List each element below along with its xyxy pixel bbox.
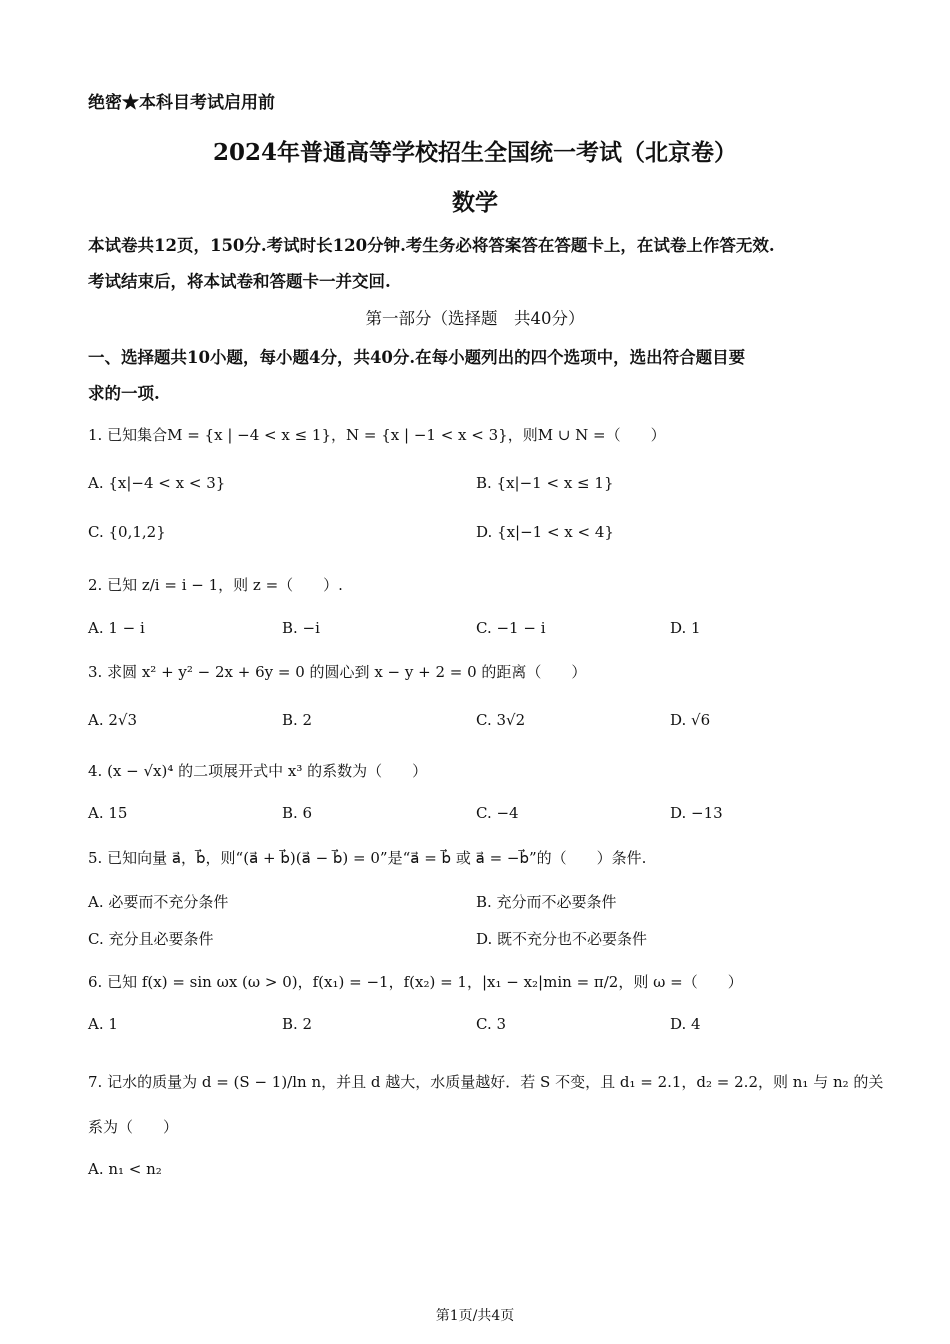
instruction-line-1: 本试卷共12页，150分.考试时长120分钟.考生务必将答案答在答题卡上，在试卷上作答无效. (88, 236, 775, 255)
question-3-option-b: B. 2 (282, 711, 313, 729)
question-3-option-d: D. √6 (670, 711, 711, 729)
question-1-option-c: C. {0,1,2} (88, 523, 166, 541)
question-4-option-d: D. −13 (670, 804, 723, 822)
question-2-stem: 2. 已知 z/i = i − 1，则 z =（ ）. (88, 576, 343, 594)
subject-title: 数学 (452, 189, 498, 216)
question-2-option-c: C. −1 − i (476, 619, 546, 637)
question-5-option-c: C. 充分且必要条件 (88, 930, 214, 948)
part-title: 第一部分（选择题 共40分） (365, 309, 585, 328)
question-7-option-a: A. n₁ < n₂ (88, 1160, 162, 1178)
question-4-stem: 4. (x − √x)⁴ 的二项展开式中 x³ 的系数为（ ） (88, 762, 428, 780)
question-5-option-d: D. 既不充分也不必要条件 (476, 930, 648, 948)
question-2-option-a: A. 1 − i (88, 619, 145, 637)
question-3-option-c: C. 3√2 (476, 711, 526, 729)
page-footer: 第1页/共4页 (435, 1308, 515, 1324)
question-2-option-b: B. −i (282, 619, 320, 637)
question-2-option-d: D. 1 (670, 619, 701, 637)
section-line-1: 一、选择题共10小题，每小题4分，共40分.在每小题列出的四个选项中，选出符合题目要 (88, 348, 746, 367)
question-1-stem: 1. 已知集合M = {x | −4 < x ≤ 1}，N = {x | −1 < x < 3}，则M ∪ N =（ ） (88, 426, 666, 444)
question-6-option-c: C. 3 (476, 1015, 507, 1033)
question-4-option-b: B. 6 (282, 804, 313, 822)
question-5-option-b: B. 充分而不必要条件 (476, 893, 617, 911)
instruction-line-2: 考试结束后，将本试卷和答题卡一并交回. (88, 272, 391, 291)
question-4-option-c: C. −4 (476, 804, 519, 822)
question-6-stem: 6. 已知 f(x) = sin ωx (ω > 0)，f(x₁) = −1，f(x₂) = 1，|x₁ − x₂|min = π/2，则 ω =（ ） (88, 973, 743, 991)
question-1-option-b: B. {x|−1 < x ≤ 1} (476, 474, 614, 492)
exam-title: 2024年普通高等学校招生全国统一考试（北京卷） (212, 139, 737, 166)
question-6-option-d: D. 4 (670, 1015, 701, 1033)
question-6-option-a: A. 1 (88, 1015, 118, 1033)
question-7-stem-continued: 系为（ ） (88, 1118, 179, 1136)
question-3-stem: 3. 求圆 x² + y² − 2x + 6y = 0 的圆心到 x − y + 2 = 0 的距离（ ） (88, 663, 587, 681)
secret-label: 绝密★本科目考试启用前 (88, 93, 275, 113)
question-3-option-a: A. 2√3 (88, 711, 138, 729)
question-6-option-b: B. 2 (282, 1015, 313, 1033)
section-line-2: 求的一项. (88, 384, 160, 403)
question-5-stem: 5. 已知向量 a⃗，b⃗，则“(a⃗ + b⃗)(a⃗ − b⃗) = 0”是“a⃗ = b⃗ 或 a⃗ = −b⃗”的（ ）条件. (88, 849, 647, 867)
question-7-stem: 7. 记水的质量为 d = (S − 1)/ln n，并且 d 越大，水质量越好．若 S 不变，且 d₁ = 2.1，d₂ = 2.2，则 n₁ 与 n₂ 的关 (88, 1073, 884, 1091)
question-1-option-a: A. {x|−4 < x < 3} (88, 474, 226, 492)
question-4-option-a: A. 15 (88, 804, 128, 822)
question-5-option-a: A. 必要而不充分条件 (88, 893, 229, 911)
question-1-option-d: D. {x|−1 < x < 4} (476, 523, 614, 541)
